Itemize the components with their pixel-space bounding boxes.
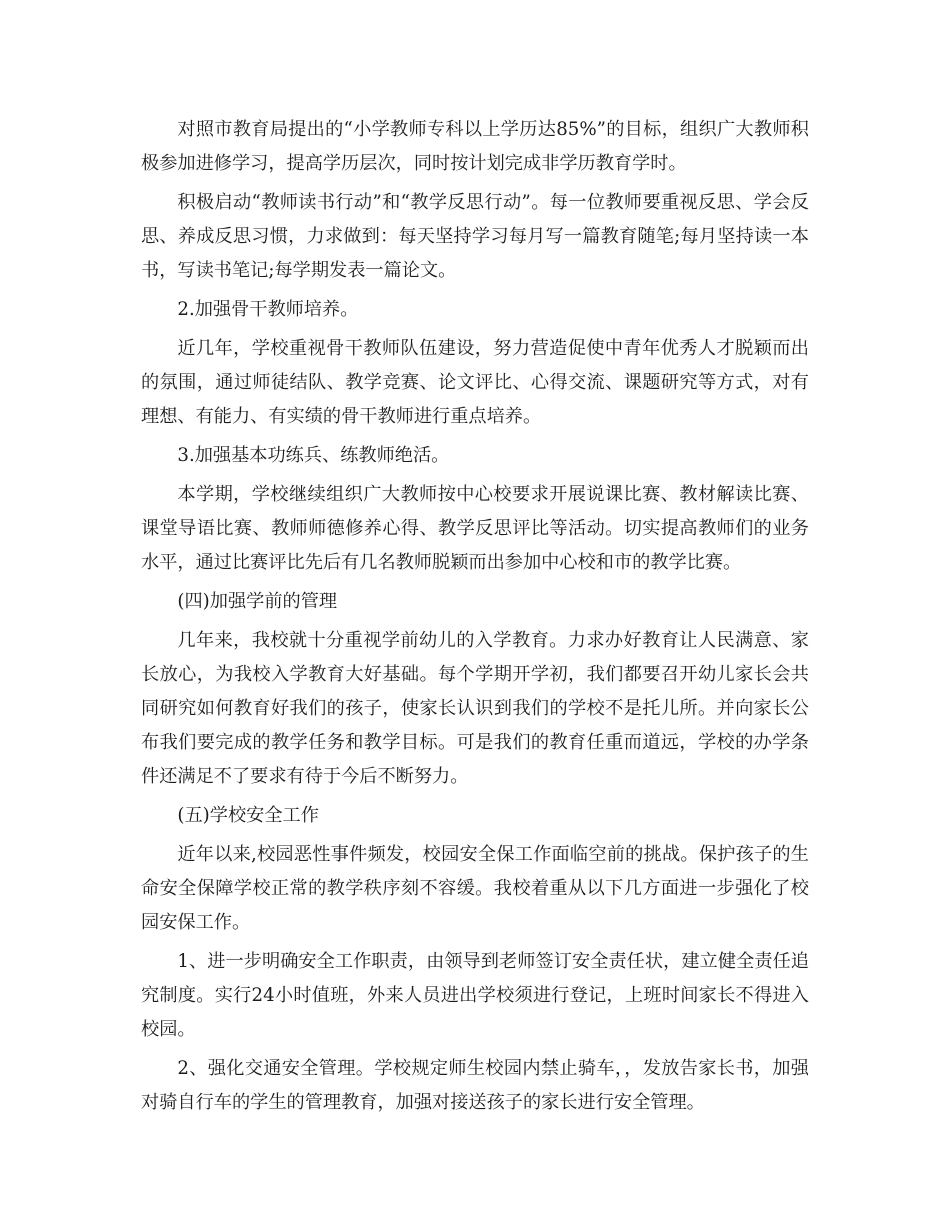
paragraph-basic-skills: 本学期，学校继续组织广大教师按中心校要求开展说课比赛、教材解读比赛、课堂导语比赛、教师师德修养心得、教学反思评比等活动。切实提高教师们的业务水平，通过比赛评比先后有几名教师脱颖而出参加中心校和市的教学比赛。 — [141, 484, 809, 573]
heading-school-safety: (五)学校安全工作 — [177, 805, 319, 826]
heading-basic-skills: 3.加强基本功练兵、练教师绝活。 — [177, 445, 450, 466]
paragraph-backbone-teachers: 近几年，学校重视骨干教师队伍建设，努力营造促使中青年优秀人才脱颖而出的氛围，通过师徒结队、教学竞赛、论文评比、心得交流、课题研究等方式，对有理想、有能力、有实绩的骨干教师进行重点培养。 — [141, 338, 809, 427]
heading-preschool-management: (四)加强学前的管理 — [177, 591, 338, 612]
heading-backbone-teachers: 2.加强骨干教师培养。 — [177, 299, 359, 320]
document-body — [141, 113, 809, 1125]
paragraph-school-safety: 近年以来,校园恶性事件频发，校园安全保工作面临空前的挑战。保护孩子的生命安全保障学校正常的教学秩序刻不容缓。我校着重从以下几方面进一步强化了校园安保工作。 — [141, 844, 809, 933]
paragraph-safety-responsibility: 1、进一步明确安全工作职责，由领导到老师签订安全责任状，建立健全责任追究制度。实行24小时值班，外来人员进出学校须进行登记，上班时间家长不得进入校园。 — [141, 951, 809, 1040]
paragraph-reading-reflection: 积极启动“教师读书行动”和“教学反思行动”。每一位教师要重视反思、学会反思、养成反思习惯，力求做到：每天坚持学习每月写一篇教育随笔;每月坚持读一本书，写读书笔记;每学期发表一篇论文。 — [141, 192, 809, 281]
paragraph-degree-target: 对照市教育局提出的“小学教师专科以上学历达85%”的目标，组织广大教师积极参加进修学习，提高学历层次，同时按计划完成非学历教育学时。 — [141, 119, 809, 174]
paragraph-preschool-management: 几年来，我校就十分重视学前幼儿的入学教育。力求办好教育让人民满意、家长放心，为我校入学教育大好基础。每个学期开学初，我们都要召开幼儿家长会共同研究如何教育好我们的孩子，使家长认识到我们的学校不是托儿所。并向家长公布我们要完成的教学任务和教学目标。可是我们的教育任重而道远，学校的办学条件还满足不了要求有待于今后不断努力。 — [141, 630, 809, 787]
paragraph-traffic-safety: 2、强化交通安全管理。学校规定师生校园内禁止骑车，，发放告家长书，加强对骑自行车的学生的管理教育，加强对接送孩子的家长进行安全管理。 — [141, 1058, 809, 1113]
